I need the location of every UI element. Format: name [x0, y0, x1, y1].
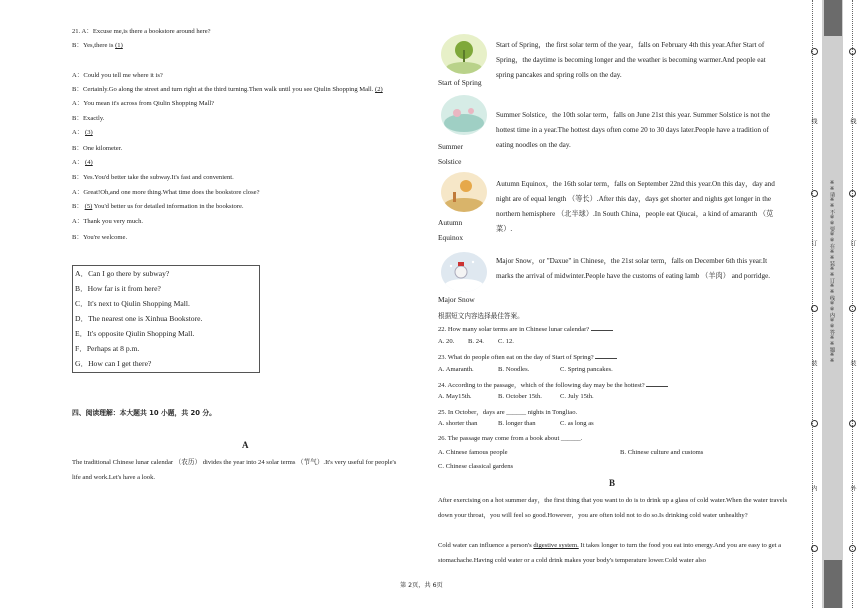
- question-option: A. Chinese famous people: [438, 449, 508, 456]
- question-stem: 22. How many solar terms are in Chinese lunar calendar?: [438, 324, 613, 333]
- question-option: C. 12.: [498, 338, 514, 345]
- binding-circle: [811, 305, 818, 312]
- inner-mark: 订: [810, 240, 817, 246]
- inner-mark: 线: [810, 118, 817, 124]
- passage-b-p2: Cold water can influence a person's digestive system. It takes longer to turn the food you eat into energy.And you are easy to get a stomachache.Having cold water or a cold drink makes your body's temperature lower.Cold water also: [438, 542, 782, 564]
- outer-mark: 订: [849, 240, 856, 246]
- outer-mark: 装: [849, 360, 856, 366]
- dialogue-line: B：One kilometer.: [72, 145, 123, 152]
- spring-text: Start of Spring，the first solar term of the year，falls on February 4th this year.After Start of Spring，the daytime is becoming longer and the weather is becoming warmer.And people eat spring pancakes and spring rolls on the day.: [496, 41, 766, 79]
- snow-image: [441, 252, 487, 292]
- question-option: C. as long as: [560, 420, 594, 427]
- question-option: B. longer than: [498, 420, 536, 427]
- answer-blank[interactable]: (3): [85, 129, 93, 136]
- question-option: B. 24.: [468, 338, 484, 345]
- instruction: 根据短文内容选择最佳答案。: [438, 313, 524, 320]
- inner-mark: 内: [810, 485, 817, 491]
- autumn-image: [441, 172, 487, 212]
- dialogue-line: A：Great!Oh,and one more thing.What time does the bookstore close?: [72, 189, 260, 196]
- question-option: A. 20.: [438, 338, 455, 345]
- snow-caption: Major Snow: [438, 295, 475, 304]
- binding-circle: [849, 190, 856, 197]
- binding-warning: ※※请※※不※※要※※在※※装※※订※※线※※内※※答※※题※※: [829, 180, 835, 364]
- question-option: A. Amaranth.: [438, 366, 474, 373]
- question-option: A. May15th.: [438, 393, 472, 400]
- question-option: B. Noodles.: [498, 366, 530, 373]
- outer-cut-line: [852, 0, 853, 608]
- outer-mark: 外: [849, 485, 856, 491]
- dialogue-line: B： (5) You'd better us for detailed information in the bookstore.: [72, 203, 244, 210]
- summer-caption: Summer Solstice: [438, 142, 464, 166]
- dialogue-line: A： (3): [72, 129, 93, 136]
- question-option: C. July 15th.: [560, 393, 594, 400]
- binding-circle: [849, 420, 856, 427]
- answer-blank[interactable]: (5): [84, 203, 93, 210]
- options-box: [72, 265, 260, 373]
- binding-dark-top: [824, 0, 842, 36]
- dialogue-line: A：Could you tell me where it is?: [72, 72, 163, 79]
- summer-text: Summer Solstice，the 10th solar term，falls on June 21st this year. Summer Solstice is not the hottest time in a year.The hottest days often come 20 to 30 days later.People have a tradition of eating noodles on the day.: [496, 111, 771, 149]
- option-item: B．How far is it from here?: [75, 284, 161, 293]
- binding-circle: [811, 545, 818, 552]
- option-item: E．It's opposite Qiulin Shopping Mall.: [75, 329, 195, 338]
- autumn-caption: Autumn Equinox: [438, 218, 464, 242]
- question-option: B. Chinese culture and customs: [620, 449, 704, 456]
- question-option: C. Chinese classical gardens: [438, 463, 514, 470]
- question-stem: 24. According to the passage，which of the following day may be the hottest?: [438, 379, 668, 389]
- passage-b-p1: After exercising on a hot summer day，the first thing that you want to do is to drink up a glass of cold water.When the water travels down your throat，you will feel so good.However，you are often told not to do so.Is drinking cold water unhealthy?: [438, 497, 788, 519]
- dialogue-line: B：You're welcome.: [72, 234, 128, 241]
- option-item: A．Can I go there by subway?: [75, 269, 170, 278]
- spring-image: [441, 34, 487, 74]
- question-stem: 25. In October，days are ______ nights in Tongliao.: [438, 409, 578, 416]
- answer-blank[interactable]: [591, 324, 613, 331]
- binding-circle: [811, 190, 818, 197]
- binding-circle: [849, 545, 856, 552]
- answer-blank[interactable]: (1): [115, 42, 123, 49]
- digestive-system-underline: digestive system.: [533, 542, 579, 549]
- answer-blank[interactable]: [595, 352, 617, 359]
- passage-b-label: B: [609, 478, 616, 488]
- summer-image: [441, 95, 487, 135]
- option-item: F．Perhaps at 8 p.m.: [75, 344, 140, 353]
- answer-blank[interactable]: [646, 380, 668, 387]
- dialogue-line: B：Yes,there is (1): [72, 42, 123, 49]
- inner-cut-line: [812, 0, 813, 608]
- option-item: G．How can I get there?: [75, 359, 152, 368]
- inner-mark: 装: [810, 360, 817, 366]
- section-heading: 四、阅读理解：本大题共 10 小题，共 20 分。: [72, 409, 216, 417]
- dialogue-line: 21. A：Excuse me,is there a bookstore around here?: [72, 28, 211, 35]
- dialogue-line: B：Certainly.Go along the street and turn right at the third turning.Then walk until you see Qiulin Shopping Mall. (2): [72, 86, 383, 93]
- binding-dark-bottom: [824, 560, 842, 608]
- passage-a-intro: The traditional Chinese lunar calendar （农历） divides the year into 24 solar terms （节气）.It's very useful for people's life and work.Let's have a look.: [72, 459, 397, 481]
- binding-circle: [849, 305, 856, 312]
- dialogue-line: A：You mean it's across from Qiulin Shopping Mall?: [72, 100, 215, 107]
- answer-blank[interactable]: (4): [85, 159, 93, 166]
- option-item: C．It's next to Qiulin Shopping Mall.: [75, 299, 190, 308]
- question-option: B. October 15th.: [498, 393, 542, 400]
- question-stem: 26. The passage may come from a book about ______.: [438, 435, 583, 442]
- dialogue-line: A：Thank you very much.: [72, 218, 144, 225]
- binding-circle: [849, 48, 856, 55]
- dialogue-line: A： (4): [72, 159, 93, 166]
- page-footer: 第 2页，共 6页: [400, 582, 443, 589]
- spring-caption: Start of Spring: [438, 78, 482, 87]
- question-option: C. Spring pancakes.: [560, 366, 613, 373]
- binding-circle: [811, 48, 818, 55]
- dialogue-line: B：Yes.You'd better take the subway.It's fast and convenient.: [72, 174, 234, 181]
- outer-mark: 线: [849, 118, 856, 124]
- question-option: A. shorter than: [438, 420, 478, 427]
- autumn-text: Autumn Equinox，the 16th solar term，falls on September 22nd this year.On this day，day and night are of equal length （等长）.After this day，days get shorter and nights get longer in the northern hemisphere （北半球）.In South China，people eat Qiucai，a kind of amaranth （苋菜）.: [496, 180, 775, 233]
- question-stem: 23. What do people often eat on the day of Start of Spring?: [438, 352, 617, 361]
- option-item: D．The nearest one is Xinhua Bookstore.: [75, 314, 203, 323]
- binding-circle: [811, 420, 818, 427]
- passage-a-label: A: [242, 440, 249, 450]
- snow-text: Major Snow，or "Daxue" in Chinese，the 21st solar term，falls on December 6th this year.It marks the arrival of midwinter.People have the customs of eating lamb （羊肉） and porridge.: [496, 257, 771, 280]
- answer-blank[interactable]: (2): [375, 86, 383, 93]
- dialogue-line: B：Exactly.: [72, 115, 105, 122]
